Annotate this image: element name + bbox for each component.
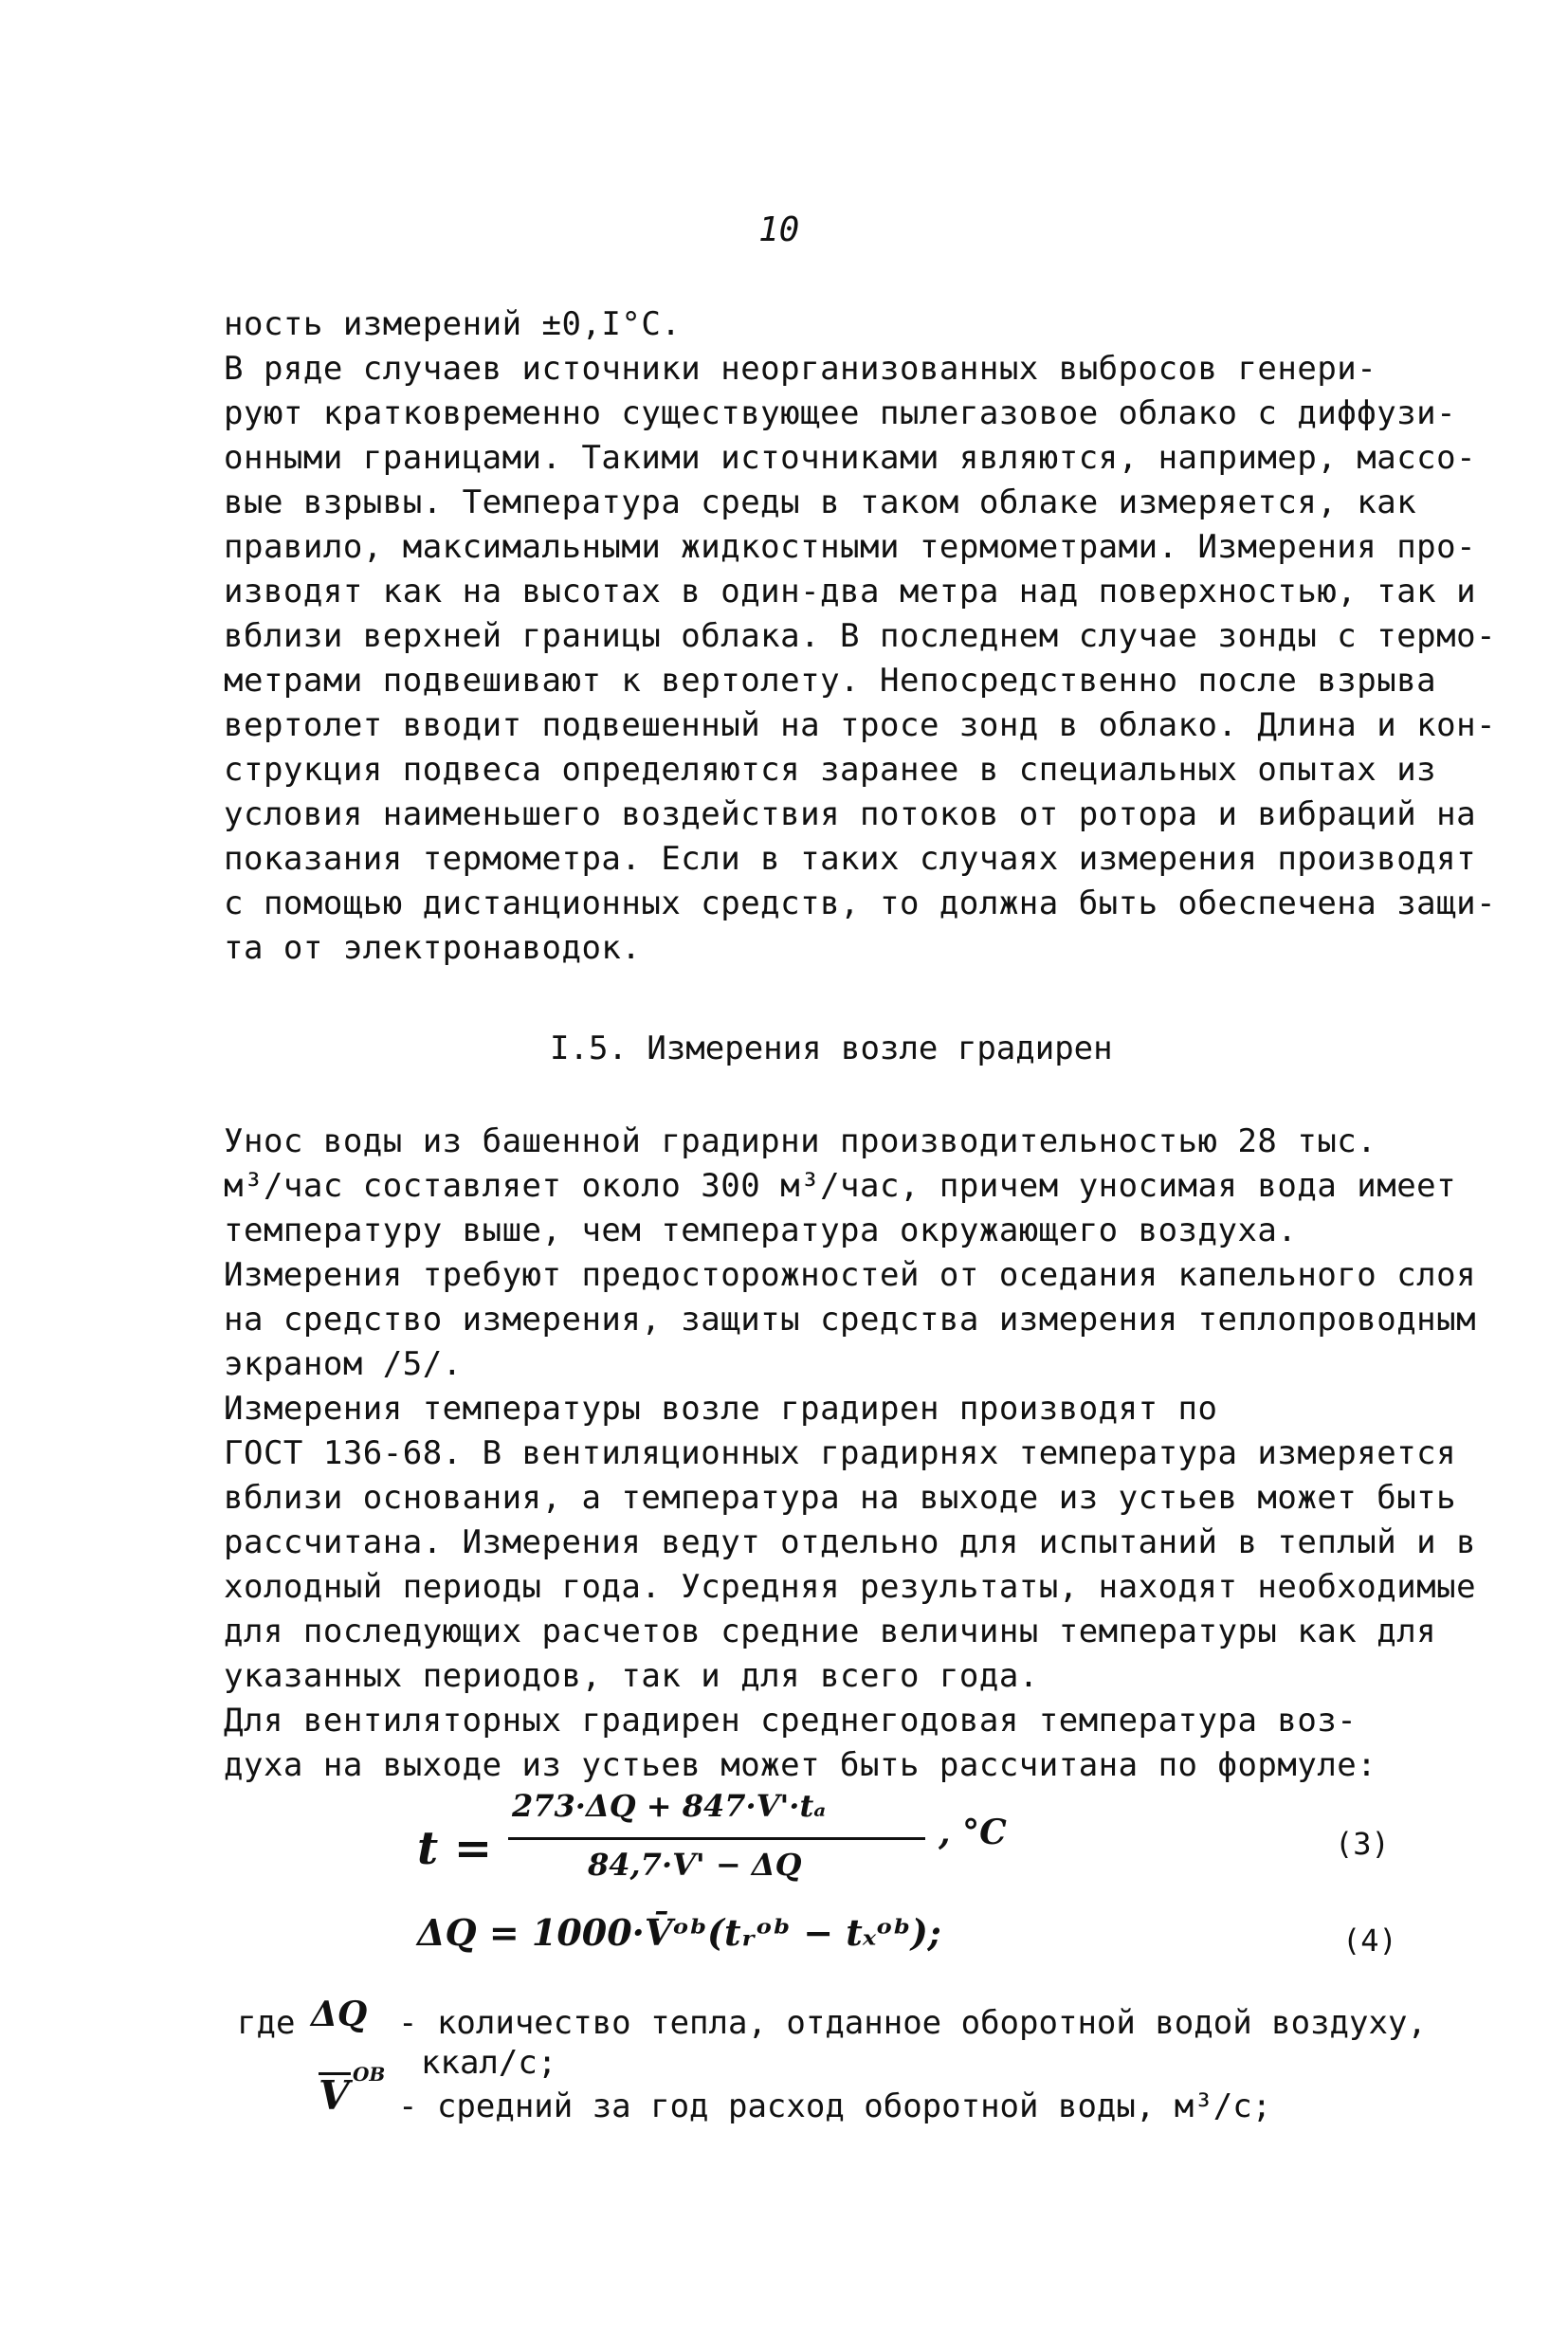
- text-line: ность измерений ±0,I°С.: [224, 305, 682, 343]
- page-number: 10: [758, 210, 800, 249]
- text-line: холодный периоды года. Усредняя результаты, находят необходимые: [224, 1568, 1477, 1606]
- formula-4-expression: ΔQ = 1000·V̄ᵒᵇ(tᵣᵒᵇ − tₓᵒᵇ);: [417, 1911, 941, 1954]
- v-superscript: ОВ: [353, 2063, 386, 2086]
- text-line: Измерения требуют предосторожностей от оседания капельного слоя: [224, 1256, 1477, 1294]
- text-line: Унос воды из башенной градирни производительностью 28 тыс.: [224, 1122, 1377, 1160]
- text-line: экраном /5/.: [224, 1345, 463, 1383]
- delta-q-symbol: ΔQ: [311, 1995, 368, 2034]
- v-definition-text: - средний за год расход оборотной воды, м³/с;: [398, 2087, 1272, 2125]
- section-heading: I.5. Измерения возле градирен: [550, 1030, 1113, 1067]
- text-line: на средство измерения, защиты средства измерения теплопроводным: [224, 1301, 1477, 1339]
- formula-3-lhs: t =: [417, 1822, 493, 1875]
- text-line: показания термометра. Если в таких случаях измерения производят: [224, 840, 1477, 878]
- delta-q-definition: - количество тепла, отданное оборотной водой воздуху,: [398, 2004, 1427, 2042]
- formula-3-denominator: 84,7·V' − ΔQ: [588, 1847, 802, 1883]
- text-line: м³/час составляет около 300 м³/час, причем уносимая вода имеет: [224, 1167, 1457, 1205]
- text-line: вблизи основания, а температура на выходе из устьев может быть: [224, 1479, 1457, 1517]
- text-line: онными границами. Такими источниками являются, например, массо-: [224, 439, 1477, 477]
- text-line: с помощью дистанционных средств, то должна быть обеспечена защи-: [224, 884, 1497, 922]
- text-line: струкция подвеса определяются заранее в специальных опытах из: [224, 751, 1437, 789]
- v-symbol: V: [319, 2072, 350, 2119]
- text-line: руют кратковременно существующее пылегазовое облако с диффузи-: [224, 394, 1457, 432]
- text-line: вблизи верхней границы облака. В последнем случае зонды с термо-: [224, 617, 1497, 655]
- text-line: В ряде случаев источники неорганизованных выбросов генери-: [224, 350, 1377, 388]
- where-label: где: [237, 2004, 296, 2042]
- text-line: метрами подвешивают к вертолету. Непосредственно после взрыва: [224, 662, 1437, 700]
- text-line: Измерения температуры возле градирен производят по: [224, 1390, 1218, 1428]
- text-line: та от электронаводок.: [224, 929, 642, 967]
- text-line: вые взрывы. Температура среды в таком облаке измеряется, как: [224, 483, 1417, 521]
- delta-q-unit: ккал/с;: [421, 2044, 557, 2082]
- text-line: для последующих расчетов средние величины температуры как для: [224, 1613, 1437, 1650]
- text-line: изводят как на высотах в один-два метра над поверхностью, так и: [224, 573, 1477, 611]
- text-line: ГОСТ 136-68. В вентиляционных градирнях температура измеряется: [224, 1434, 1457, 1472]
- text-line: условия наименьшего воздействия потоков от ротора и вибраций на: [224, 795, 1477, 833]
- formula-3-unit: , °C: [939, 1813, 1007, 1852]
- text-line: духа на выходе из устьев может быть рассчитана по формуле:: [224, 1746, 1377, 1784]
- text-line: Для вентиляторных градирен среднегодовая температура воз-: [224, 1702, 1358, 1740]
- text-line: рассчитана. Измерения ведут отдельно для испытаний в теплый и в: [224, 1523, 1477, 1561]
- equation-number-3: (3): [1335, 1826, 1390, 1862]
- formula-3-numerator: 273·ΔQ + 847·V'·tₐ: [512, 1788, 827, 1824]
- equation-number-4: (4): [1342, 1923, 1397, 1959]
- text-line: вертолет вводит подвешенный на тросе зонд в облако. Длина и кон-: [224, 706, 1497, 744]
- text-line: температуру выше, чем температура окружающего воздуха.: [224, 1212, 1298, 1249]
- text-line: правило, максимальными жидкостными термометрами. Измерения про-: [224, 528, 1477, 566]
- text-line: указанных периодов, так и для всего года.: [224, 1657, 1039, 1695]
